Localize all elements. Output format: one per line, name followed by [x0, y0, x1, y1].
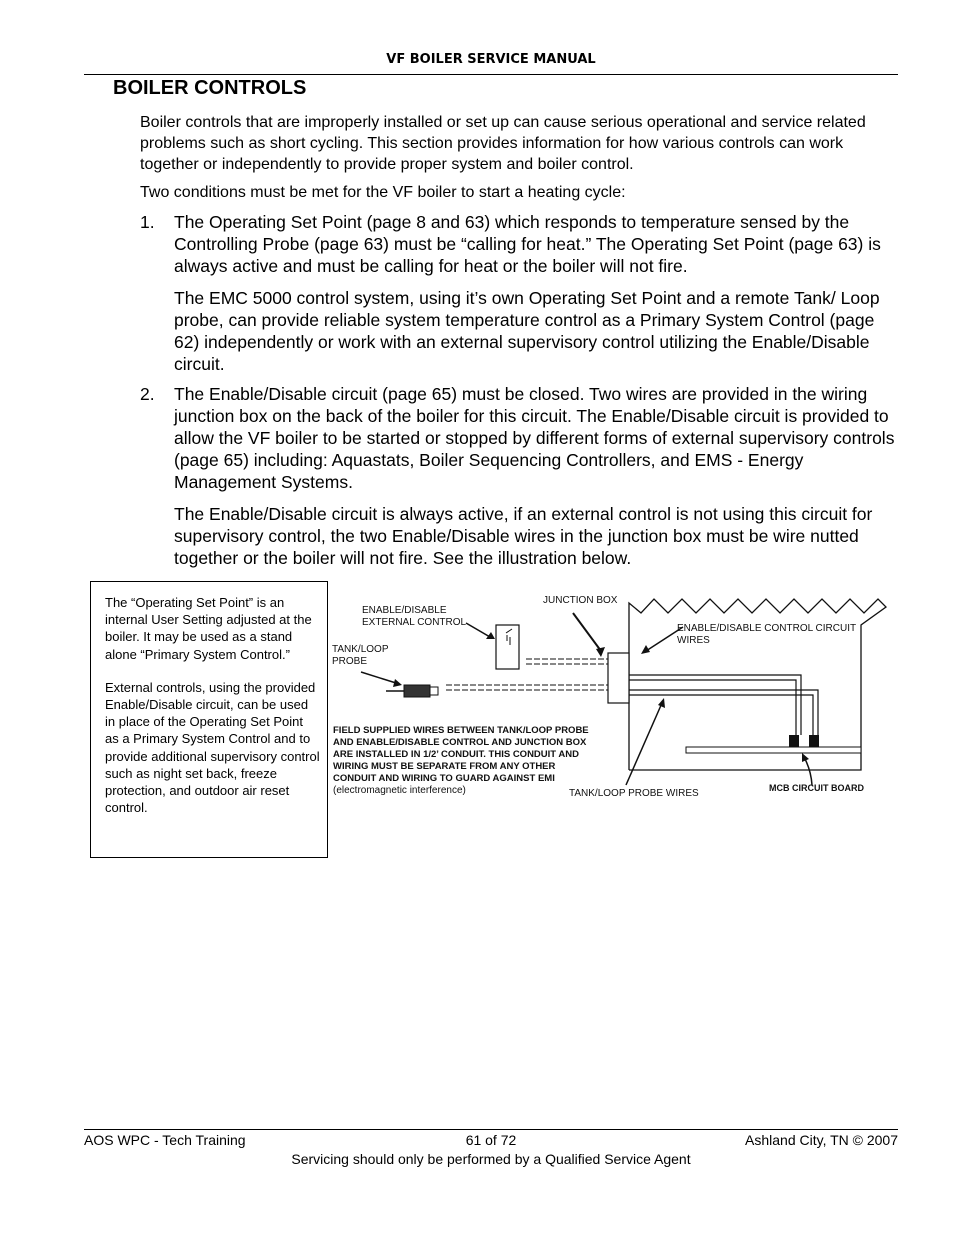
label-probe-wires: TANK/LOOP PROBE WIRES [569, 788, 699, 799]
list-paragraph: The EMC 5000 control system, using it’s own Operating Set Point and a remote Tank/ Loop probe, can provide reliable system temperature control as a Primary System Control (page 62) independently or work with an external supervisory control utilizing the Enable/Disable circuit. [174, 288, 880, 374]
label-field-wires: AND ENABLE/DISABLE CONTROL AND JUNCTION BOX [333, 737, 587, 748]
label-control-wires: ENABLE/DISABLE CONTROL CIRCUIT [677, 623, 857, 634]
label-wires: WIRES [677, 635, 710, 646]
footer-rule [84, 1129, 898, 1130]
section-title: BOILER CONTROLS [113, 77, 307, 99]
conditions-intro: Two conditions must be met for the VF boiler to start a heating cycle: [140, 184, 626, 201]
mcb-circuit-board [686, 747, 861, 753]
label-enable-disable: ENABLE/DISABLE [362, 605, 447, 616]
label-emi: (electromagnetic interference) [333, 785, 466, 796]
label-tank-loop: TANK/LOOP [332, 644, 389, 655]
sidebar-note-box [90, 581, 328, 858]
footer-right-text: Ashland City, TN © 2007 [745, 1132, 898, 1148]
list-paragraph: The Enable/Disable circuit (page 65) must be closed. Two wires are provided in the wiring junction box on the back of the boiler for this circuit. The Enable/Disable circuit is provided to allow the VF boiler to be started or stopped by different forms of external supervisory controls (page 65) including: Aquastats, Boiler Sequencing Controllers, and EMS - Energy Management Systems. [174, 384, 895, 492]
list-item-2 [140, 383, 900, 579]
label-probe: PROBE [332, 656, 368, 667]
note-paragraph: The “Operating Set Point” is an internal User Setting adjusted at the boiler. It may be used as a stand alone “Primary System Control.” [105, 595, 312, 662]
label-field-wires: FIELD SUPPLIED WIRES BETWEEN TANK/LOOP PROBE [333, 725, 589, 736]
label-field-wires: WIRING MUST BE SEPARATE FROM ANY OTHER [333, 761, 556, 772]
junction-box [608, 653, 629, 703]
running-header: VF BOILER SERVICE MANUAL [386, 52, 596, 67]
page-number: 61 of 72 [465, 1132, 517, 1148]
footer-disclaimer: Servicing should only be performed by a Qualified Service Agent [291, 1151, 691, 1167]
label-field-wires: ARE INSTALLED IN 1/2’ CONDUIT. THIS CONDUIT AND [333, 749, 579, 760]
label-external-control: EXTERNAL CONTROL [362, 617, 467, 628]
list-paragraph: The Enable/Disable circuit is always active, if an external control is not using this circuit for supervisory control, the two Enable/Disable wires in the junction box must be wire nutted together or the boiler will not fire. See the illustration below. [174, 504, 873, 568]
list-item-1 [140, 211, 900, 385]
list-number: 1. [140, 212, 155, 232]
footer-left-text: AOS WPC - Tech Training [84, 1132, 246, 1148]
tank-loop-probe [404, 685, 430, 697]
list-number: 2. [140, 384, 155, 404]
wiring-illustration [326, 585, 902, 820]
list-paragraph: The Operating Set Point (page 8 and 63) which responds to temperature sensed by the Controlling Probe (page 63) must be “calling for heat.” The Operating Set Point (page 63) is always active and must be calling for heat or the boiler will not fire. [174, 212, 881, 276]
note-paragraph: External controls, using the provided Enable/Disable circuit, can be used in place of the Operating Set Point as a Primary System Control and to provide additional supervisory control such as night set back, freeze protection, and outdoor air reset control. [105, 679, 320, 816]
intro-paragraph: Boiler controls that are improperly installed or set up can cause serious operational and service related problems such as short cycling. This section provides information for how various controls can work together or independently to provide proper system and boiler control. [140, 114, 866, 173]
label-mcb: MCB CIRCUIT BOARD [769, 783, 864, 793]
wiring-diagram-svg [326, 585, 902, 820]
header-rule [84, 74, 898, 75]
label-junction-box: JUNCTION BOX [543, 595, 618, 606]
label-field-wires: CONDUIT AND WIRING TO GUARD AGAINST EMI [333, 773, 555, 784]
